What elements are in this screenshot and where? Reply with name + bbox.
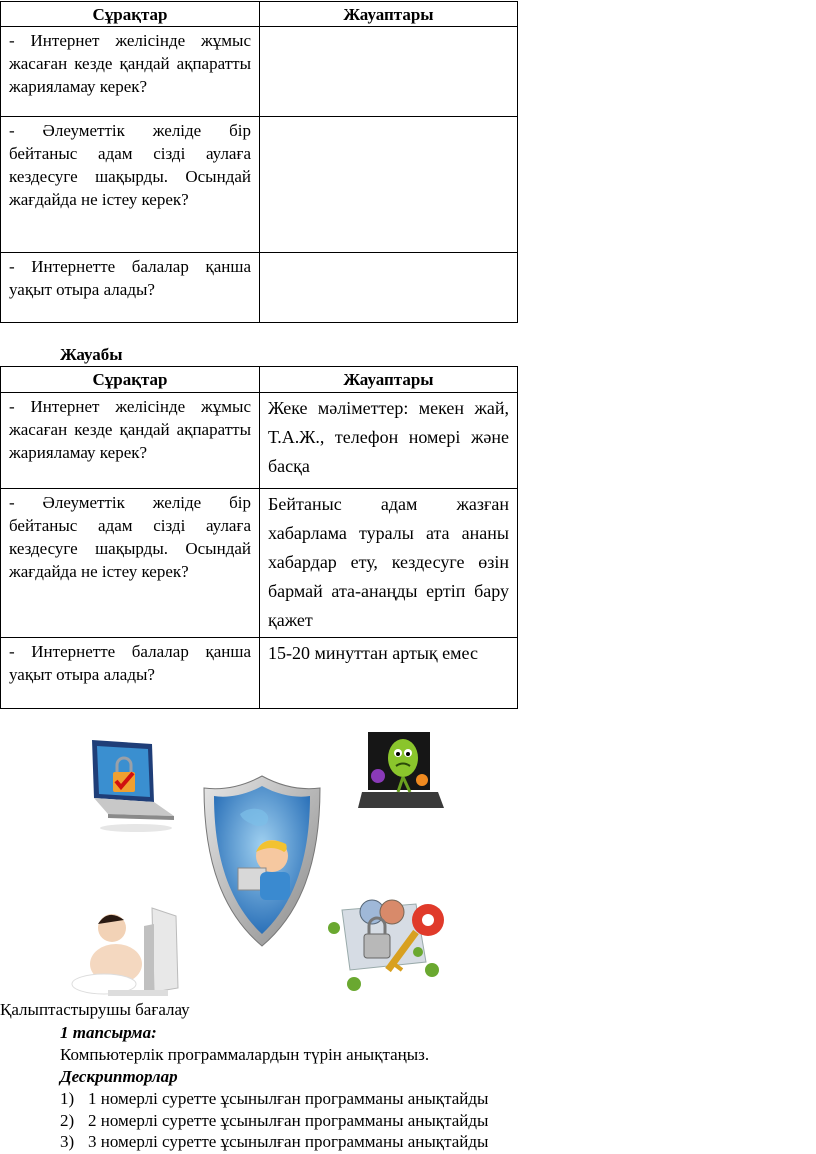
baby-computer-icon: [68, 906, 192, 1002]
descriptor-number: 1): [60, 1089, 75, 1108]
question-cell: - Интернетте балалар қанша уақыт отыра алады?: [1, 253, 260, 323]
question-cell: - Интернет желісінде жұмыс жасаған кезде қандай ақпаратты жарияламау керек?: [1, 27, 260, 117]
assessment-title: Қалыптастырушы бағалау: [0, 1000, 190, 1019]
question-cell: - Әлеуметтік желіде бір бейтаныс адам сізді аулаға кездесуге шақырды. Осындай жағдайда не істеу керек?: [1, 489, 260, 638]
shield-child-computer-icon: [200, 774, 324, 948]
answer-cell: Бейтаныс адам жазған хабарлама туралы ата ананы хабардар ету, кездесуге өзін бармай ата-анаңды ертіп бару қажет: [260, 489, 518, 638]
descriptor-text: 3 номерлі суретте ұсынылған программаны анықтайды: [88, 1132, 489, 1151]
answer-cell: Жеке мәліметтер: мекен жай, Т.А.Ж., телефон номері және басқа: [260, 393, 518, 489]
answer-cell-empty[interactable]: [260, 117, 518, 253]
laptop-lock-icon: [88, 736, 178, 836]
virus-laptop-icon: [358, 728, 444, 820]
answers-caption: Жауабы: [60, 345, 123, 364]
lock-key-virus-icon: [320, 890, 452, 1000]
descriptors-label: Дескрипторлар: [60, 1067, 178, 1086]
descriptor-text: 2 номерлі суретте ұсынылған программаны анықтайды: [88, 1111, 489, 1130]
answer-cell: 15-20 минуттан артық емес: [260, 638, 518, 709]
header-answers: Жауаптары: [260, 2, 518, 27]
task-text: Компьютерлік программалардын түрін анықтаңыз.: [60, 1045, 430, 1064]
header-answers: Жауаптары: [260, 367, 518, 393]
answers-table: [0, 366, 518, 709]
question-cell: - Интернет желісінде жұмыс жасаған кезде қандай ақпаратты жарияламау керек?: [1, 393, 260, 489]
answer-cell-empty[interactable]: [260, 253, 518, 323]
descriptor-item: [60, 1088, 488, 1110]
questions-table: [0, 1, 518, 323]
descriptor-item: [60, 1131, 488, 1153]
header-questions: Сұрақтар: [1, 2, 260, 27]
question-cell: - Интернетте балалар қанша уақыт отыра алады?: [1, 638, 260, 709]
answer-cell-empty[interactable]: [260, 27, 518, 117]
descriptor-item: [60, 1110, 488, 1132]
header-questions: Сұрақтар: [1, 367, 260, 393]
descriptor-number: 2): [60, 1111, 75, 1130]
task-label: 1 тапсырма:: [60, 1023, 157, 1042]
descriptor-number: 3): [60, 1132, 75, 1151]
question-cell: - Әлеуметтік желіде бір бейтаныс адам сізді аулаға кездесуге шақырды. Осындай жағдайда не істеу керек?: [1, 117, 260, 253]
descriptor-text: 1 номерлі суретте ұсынылған программаны анықтайды: [88, 1089, 489, 1108]
